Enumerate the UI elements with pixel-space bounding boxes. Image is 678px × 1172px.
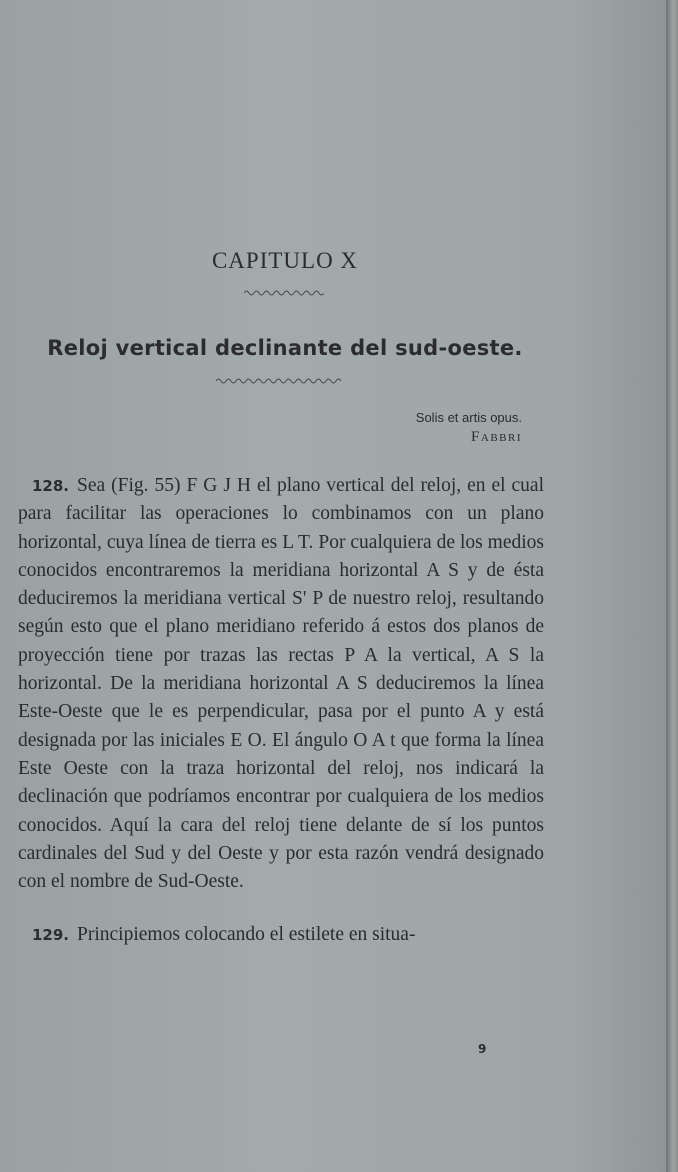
title-ornament — [216, 376, 342, 386]
paragraph — [18, 472, 544, 896]
epigraph-quote: Solis et artis opus. — [415, 410, 522, 425]
paragraph — [18, 921, 544, 949]
page-signature: 9 — [478, 1042, 487, 1056]
epigraph — [416, 410, 522, 446]
paragraph-text: Principiemos colocando el estilete en situa- — [77, 924, 416, 946]
section-title: Reloj vertical declinante del sud-oeste. — [47, 336, 523, 360]
body-text — [18, 472, 544, 950]
epigraph-author: Fabbri — [471, 429, 522, 445]
paragraph-number: 128. — [32, 477, 70, 495]
page-edge — [666, 0, 678, 1172]
paragraph-number: 129. — [32, 926, 70, 945]
chapter-ornament — [244, 288, 324, 298]
paragraph-text: Sea (Fig. 55) F G J H el plano vertical del reloj, en el cual para facilitar las operaciones lo combinamos con un plano horizontal, cuya línea de tierra es L T. Por cualquiera de los medios conocidos encontraremos la meridiana horizontal A S y de ésta deduciremos la meridiana vertical S' P de nuestro reloj, resultando según esto que el plano meridiano referido á estos dos planos de proyección tiene por trazas las rectas P A la vertical, A S la horizontal. De la meridiana horizontal A S deduciremos la línea Este-Oeste que le es perpendicular, pasa por el punto A y está designada por las iniciales E O. El ángulo O A t que forma la línea Este Oeste con la traza horizontal del reloj, nos indicará la declinación que podríamos encontrar por cualquiera de los medios conocidos. Aquí la cara del reloj tiene delante de sí los puntos cardinales del Sud y del Oeste y por esta razón vendrá designado con el nombre de Sud-Oeste. — [18, 475, 544, 893]
chapter-heading: CAPITULO X — [211, 248, 359, 273]
